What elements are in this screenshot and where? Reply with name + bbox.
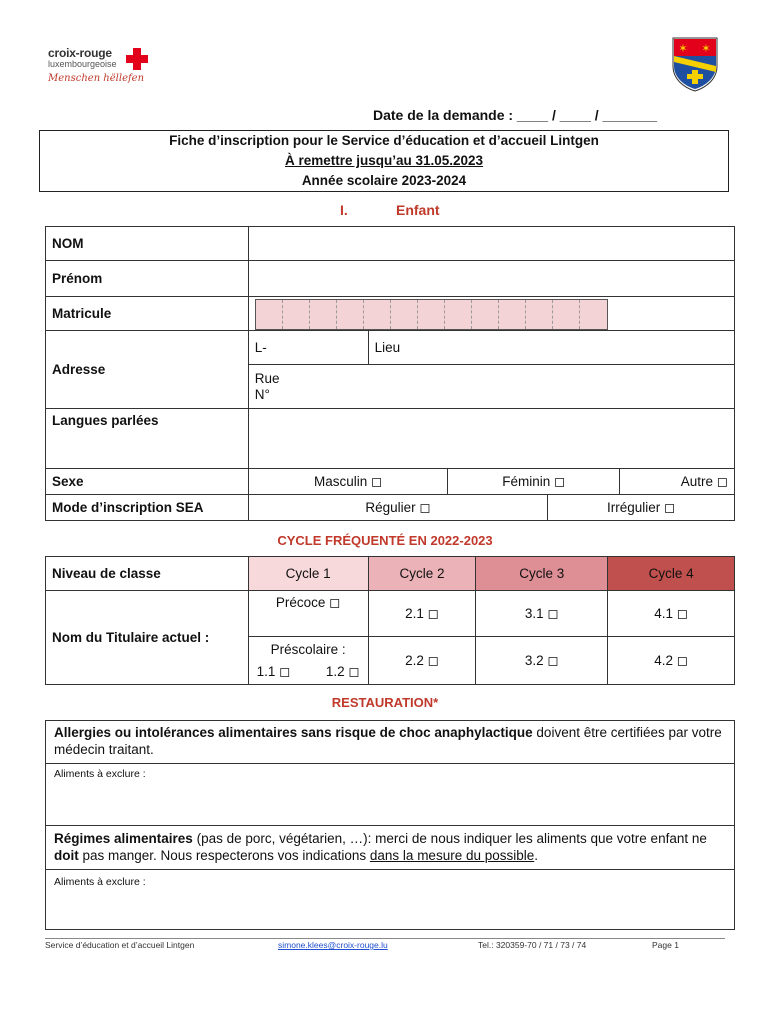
allergies-bold: Allergies ou intolérances alimentaires sans risque de choc anaphylactique [54,725,533,740]
matricule-box[interactable] [364,300,391,329]
matricule-box[interactable] [472,300,499,329]
cycle4-header: Cycle 4 [608,557,735,591]
irregulier-checkbox[interactable]: Irrégulier ◻ [548,495,735,521]
regimes-text [46,826,734,870]
c41-checkbox[interactable]: 4.1 ◻ [608,591,735,637]
cycle-title: CYCLE FRÉQUENTÉ EN 2022-2023 [277,533,493,548]
matricule-field[interactable] [248,297,734,331]
enfant-table [45,226,735,521]
titulaire-label: Nom du Titulaire actuel : [46,591,249,685]
matricule-box[interactable] [553,300,580,329]
cycle-table [45,556,735,685]
adresse-postcode[interactable]: L- [248,331,368,365]
feminin-checkbox[interactable]: Féminin ◻ [448,469,620,495]
matricule-boxes [255,299,608,330]
adresse-label: Adresse [46,331,249,409]
matricule-box[interactable] [580,300,607,329]
prenom-field[interactable] [248,261,734,297]
form-title: Fiche d’inscription pour le Service d’éducation et d’accueil Lintgen [169,133,599,148]
restauration-title: RESTAURATION* [331,695,439,710]
sexe-label: Sexe [46,469,249,495]
exclure-label-2: Aliments à exclure : [54,876,146,888]
c31-checkbox[interactable]: 3.1 ◻ [476,591,608,637]
matricule-label: Matricule [46,297,249,331]
footer-tel: Tel.: 320359-70 / 71 / 73 / 74 [478,940,587,950]
section-title: Enfant [396,202,440,218]
adresse-rue: Rue [254,370,280,386]
svg-text:✶: ✶ [701,42,711,55]
regimes-field[interactable] [46,870,734,894]
regimes-doit: doit [54,848,79,863]
matricule-box[interactable] [337,300,364,329]
adresse-numero: N° [254,386,270,402]
nom-field[interactable] [248,227,734,261]
matricule-box[interactable] [391,300,418,329]
date-demande: Date de la demande : ____ / ____ / _______ [373,107,658,123]
matricule-box[interactable] [310,300,337,329]
p11-checkbox[interactable]: 1.1 ◻ [256,663,291,679]
c21-checkbox[interactable]: 2.1 ◻ [368,591,476,637]
svg-text:✶: ✶ [678,42,688,55]
footer-divider [45,938,725,939]
nom-label: NOM [46,227,249,261]
cycle3-header: Cycle 3 [476,557,608,591]
footer-email-link[interactable]: simone.klees@croix-rouge.lu [278,940,388,950]
matricule-box[interactable] [418,300,445,329]
langues-label: Langues parlées [46,409,249,469]
matricule-box[interactable] [526,300,553,329]
p12-checkbox[interactable]: 1.2 ◻ [325,663,360,679]
prenom-label: Prénom [46,261,249,297]
matricule-box[interactable] [283,300,310,329]
logo-subtitle: luxembourgeoise [48,59,117,69]
regimes-end: . [534,848,539,863]
allergies-text [46,721,734,764]
regimes-part-b: pas manger. Nous respecterons vos indications [78,848,370,863]
cycle1-header: Cycle 1 [248,557,368,591]
matricule-box[interactable] [256,300,283,329]
allergies-rest: doivent être certifiées par votre médecin traitant. [54,725,722,757]
red-cross-icon [126,48,148,70]
matricule-box[interactable] [499,300,526,329]
mode-label: Mode d’inscription SEA [46,495,249,521]
footer-page: Page 1 [652,940,679,950]
logo-name: croix-rouge [48,46,112,60]
adresse-lieu[interactable]: Lieu [368,331,734,365]
c42-checkbox[interactable]: 4.2 ◻ [608,637,735,685]
precoce-checkbox[interactable]: Précoce ◻ [248,591,368,637]
masculin-checkbox[interactable]: Masculin ◻ [248,469,448,495]
adresse-rue-field[interactable] [248,365,734,409]
prescolaire-label: Préscolaire : [270,641,346,657]
form-header [39,130,729,192]
langues-field[interactable] [248,409,734,469]
c32-checkbox[interactable]: 3.2 ◻ [476,637,608,685]
regimes-bold: Régimes alimentaires [54,831,193,846]
restauration-box [45,720,735,930]
regimes-underlined: dans la mesure du possible [369,848,535,863]
footer-service: Service d’éducation et d’accueil Lintgen [45,940,195,950]
croix-rouge-logo [48,46,158,90]
coat-of-arms-icon [671,36,719,92]
niveau-label: Niveau de classe [46,557,249,591]
autre-checkbox[interactable]: Autre ◻ [620,469,735,495]
prescolaire-cell [248,637,368,685]
regimes-part-a: (pas de porc, végétarien, …): merci de nous indiquer les aliments que votre enfant ne [192,831,707,846]
prescolaire-options [255,661,362,683]
logo-tagline: Menschen hëllefen [48,73,145,84]
allergies-field[interactable] [46,764,734,826]
regulier-checkbox[interactable]: Régulier ◻ [248,495,548,521]
deadline: À remettre jusqu’au 31.05.2023 [284,153,484,168]
school-year: Année scolaire 2023-2024 [301,173,467,188]
matricule-box[interactable] [445,300,472,329]
cycle2-header: Cycle 2 [368,557,476,591]
exclure-label-1: Aliments à exclure : [54,768,146,780]
section-number: I. [340,202,348,218]
c22-checkbox[interactable]: 2.2 ◻ [368,637,476,685]
